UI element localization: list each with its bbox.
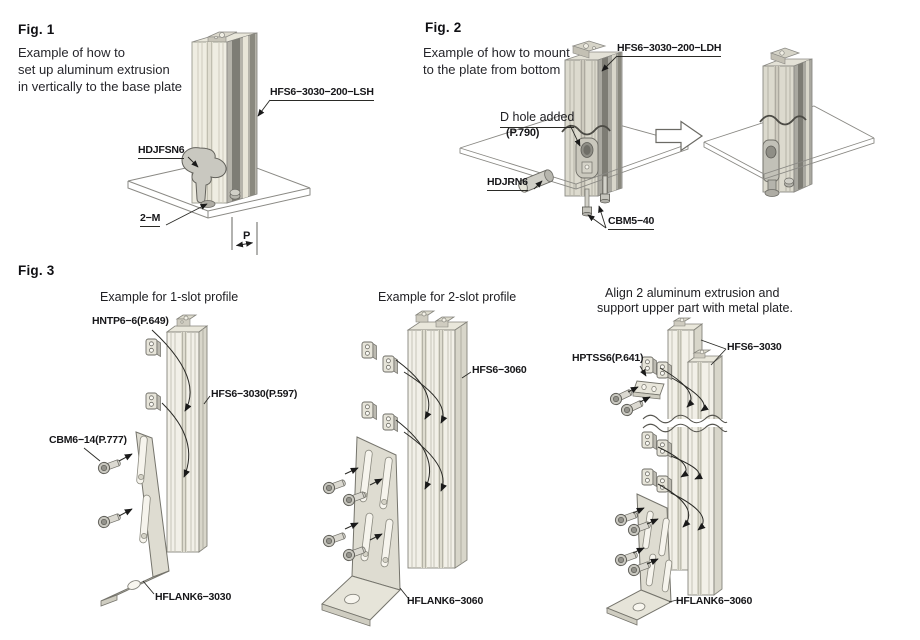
fig2-extrusion-right <box>760 48 812 197</box>
fig2-description <box>423 44 570 78</box>
fig3-col3-extrusion-front <box>688 350 722 595</box>
fig3-col2-bracket-label: HFLANK6−3060 <box>407 595 484 607</box>
fig3-col1-nut-label <box>92 315 169 328</box>
fig3-col3-bracket-label: HFLANK6−3060 <box>676 595 753 607</box>
fig3-col1-screws <box>97 457 122 529</box>
fig2-screw-label: CBM5−40 <box>608 215 654 230</box>
fig2-dhole-page: (P.790) <box>506 127 540 139</box>
fig3-col1-nut-blocks <box>146 339 161 411</box>
fig1-title: Fig. 1 <box>18 22 55 37</box>
part-number: CBM6−14 <box>49 434 96 446</box>
fig3-col2-nut-blocks <box>362 342 398 432</box>
page-ref: (P.649) <box>137 315 169 327</box>
part-number: HNTP6−6 <box>92 315 137 327</box>
fig3-col2-illustration <box>322 311 471 626</box>
fig3-col1-illustration <box>84 315 210 606</box>
fig1-pitch-label: P <box>243 230 251 242</box>
fig3-col3-hptss-plate <box>633 381 664 399</box>
page-ref: (P.777) <box>95 434 127 446</box>
page-ref: (P.641) <box>611 352 644 364</box>
fig2-title: Fig. 2 <box>425 20 462 35</box>
part-number: HFS6−3030 <box>211 388 266 400</box>
page-ref: (P.597) <box>265 388 298 400</box>
fig3-col3-caption-line2: support upper part with metal plate. <box>597 301 793 315</box>
fig2-nut-label: HDJRN6 <box>487 176 528 191</box>
fig3-col3-extrusion-label: HFS6−3030 <box>727 341 782 353</box>
fig3-col1-extrusion <box>167 315 207 552</box>
part-number: HPTSS6 <box>572 352 612 364</box>
fig2-desc-line2: to the plate from bottom <box>423 62 561 77</box>
fig3-col2-bracket <box>322 437 400 626</box>
fig3-col3-plate-label <box>572 352 643 365</box>
fig2-dhole-label: D hole added <box>500 110 574 128</box>
fig3-title: Fig. 3 <box>18 263 55 278</box>
fig3-col1-extrusion-label <box>211 388 297 401</box>
fig1-desc-line1: Example of how to <box>18 45 125 60</box>
fig2-desc-line1: Example of how to mount <box>423 45 570 60</box>
fig3-col1-screw-label <box>49 434 127 447</box>
fig1-desc-line2: set up aluminum extrusion <box>18 62 170 77</box>
fig3-col2-caption: Example for 2-slot profile <box>378 290 517 304</box>
fig3-col3-caption-line1: Align 2 aluminum extrusion and <box>605 286 780 300</box>
fig1-description <box>18 44 182 95</box>
fig2-transition-arrow <box>656 122 702 151</box>
fig3-col1-bracket-label: HFLANK6−3030 <box>155 591 232 603</box>
fig1-extrusion-label: HFS6−3030−200−LSH <box>270 86 374 101</box>
fig3-col1-screw-arrows <box>119 454 132 516</box>
fig3-col2-extrusion-label: HFS6−3060 <box>472 364 527 376</box>
fig1-tap-label: 2−M <box>140 212 160 227</box>
fig2-extrusion-label: HFS6−3030−200−LDH <box>617 42 721 57</box>
fig3-col1-caption: Example for 1-slot profile <box>100 290 239 304</box>
fig1-anchor-label: HDJFSN6 <box>138 144 184 159</box>
fig1-desc-line3: in vertically to the base plate <box>18 79 183 94</box>
